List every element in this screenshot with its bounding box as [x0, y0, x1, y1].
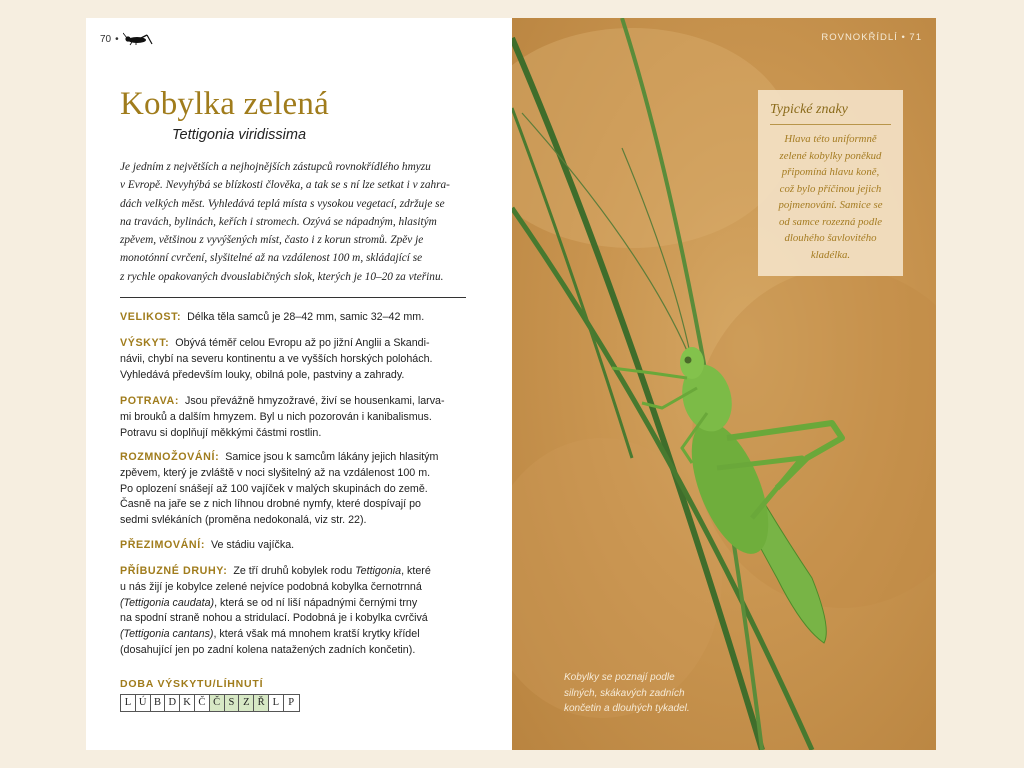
month-cell: K [180, 695, 195, 711]
pribuzne-text: , která však má mnohem kratší krytky křídel [213, 628, 420, 641]
month-cell: L [269, 695, 284, 711]
month-cell: Ú [136, 695, 151, 711]
sidebox-line: kladélka. [810, 248, 851, 261]
right-page-header: ROVNOKŘÍDLÍ • 71 [821, 32, 922, 43]
month-cell: S [225, 695, 240, 711]
rozmnozovani-text: sedmi svlékáních (proměna nedokonalá, viz str. 22). [120, 514, 367, 527]
intro-paragraph [120, 158, 466, 286]
caption-line: Kobylky se poznají podle [564, 672, 675, 683]
intro-line: v Evropě. Nevyhýbá se blízkosti člověka, a tak se s ní lze setkat i v zahra- [120, 179, 450, 192]
potrava-label: POTRAVA: [120, 395, 180, 407]
section-vyskyt [120, 336, 480, 383]
rozmnozovani-text: zpěvem, který je zvláště v noci slyšitelný až na vzdálenost 100 m. [120, 466, 431, 479]
sidebox-text [770, 131, 891, 263]
pribuzne-text: , která se od ní liší nápadnými černými trny [214, 596, 418, 609]
vyskyt-label: VÝSKYT: [120, 337, 170, 349]
section-potrava [120, 394, 480, 441]
sidebox-line: zelené kobylky poněkud [779, 149, 882, 162]
month-cell: Ř [254, 695, 269, 711]
pribuzne-text: (dosahující jen po zadní kolena natažených zadních končetin). [120, 643, 416, 656]
rozmnozovani-text: Časně na jaře se z nich líhnou drobné nymfy, které dospívají po [120, 498, 422, 511]
section-velikost [120, 310, 480, 326]
intro-line: zpěvem, většinou z vyvýšených míst, často i z korun stromů. Zpěv je [120, 234, 424, 247]
month-cell: B [151, 695, 166, 711]
intro-line: Je jedním z největších a nejhojnějších zástupců rovnokřídlého hmyzu [120, 161, 431, 173]
sidebox-line: Hlava této uniformně [784, 133, 877, 145]
left-page-number [100, 32, 153, 46]
pribuzne-genus: Tettigonia [355, 565, 402, 577]
intro-line: monotónní cvrčení, slyšitelné až na vzdálenost 100 m, skládající se [120, 252, 423, 265]
sidebox-line: což bylo příčinou jejich [779, 182, 882, 195]
pribuzne-text: na spodní straně nohou a stridulací. Podobná je i kobylka cvrčivá [120, 612, 428, 625]
caption-line: silných, skákavých zadních [564, 687, 685, 699]
rozmnozovani-text: Po oplození snášejí až 100 vajíček v malých skupinách do země. [120, 482, 428, 495]
section-prezimovani [120, 538, 480, 554]
sidebox-line: dlouhého šavlovitého [784, 232, 877, 244]
potrava-text: Potravu si doplňují měkkými částmi rostlin. [120, 426, 322, 439]
month-cell: L [121, 695, 136, 711]
caption-line: končetin a dlouhých tykadel. [564, 703, 690, 714]
prezimovani-text: Ve stádiu vajíčka. [210, 539, 295, 551]
pribuzne-label: PŘÍBUZNÉ DRUHY: [120, 565, 228, 577]
occurrence-months [120, 694, 300, 712]
vyskyt-text: Obývá téměř celou Evropu až po jižní Anglii a Skandi- [175, 337, 430, 349]
month-cell: D [165, 695, 180, 711]
prezimovani-label: PŘEZIMOVÁNÍ: [120, 539, 205, 551]
section-pribuzne-druhy [120, 564, 480, 659]
sidebox-title: Typické znaky [770, 102, 891, 125]
vyskyt-text: návii, chybí na severu kontinentu a ve vyšších horských polohách. [120, 352, 433, 365]
section-rozmnozovani [120, 450, 480, 529]
page-number-text: 70 [100, 33, 112, 45]
pribuzne-text: Ze tří druhů kobylek rodu [233, 565, 356, 577]
left-page [86, 18, 512, 750]
month-cell: P [284, 695, 299, 711]
intro-line: z rychle opakovaných dvouslabičných slok, kterých je 10–20 za vteřinu. [120, 270, 444, 283]
pribuzne-text: u nás žijí je kobylce zelené nejvíce podobná kobylka černotrnná [120, 580, 422, 593]
month-cell: Z [239, 695, 254, 711]
rozmnozovani-label: ROZMNOŽOVÁNÍ: [120, 451, 220, 463]
pribuzne-species: (Tettigonia caudata) [120, 596, 215, 609]
intro-line: na travách, bylinách, keřích i stromech. Ozývá se nápadným, hlasitým [120, 215, 437, 228]
pribuzne-text: , které [401, 565, 431, 577]
occurrence-heading: DOBA VÝSKYTU/LÍHNUTÍ [120, 678, 264, 690]
photo-caption [564, 670, 690, 717]
vyskyt-text: Vyhledává především louky, obilná pole, pastviny a zahrady. [120, 368, 405, 381]
sidebox-line: připomíná hlavu koně, [781, 166, 880, 178]
rozmnozovani-text: Samice jsou k samcům lákány jejich hlasitým [225, 451, 439, 463]
sidebox-line: pojmenování. Samice se [778, 199, 883, 211]
sidebox-line: od samce rozezná podle [778, 215, 883, 228]
month-cell: Č [210, 695, 225, 711]
potrava-text: mi brouků a dalším hmyzem. Byl u nich pozorován i kanibalismus. [120, 410, 432, 423]
latin-name: Tettigonia viridissima [172, 127, 307, 143]
potrava-text: Jsou převážně hmyzožravé, živí se housenkami, larva- [184, 395, 445, 407]
grasshopper-icon [123, 32, 153, 46]
month-cell: Č [195, 695, 210, 711]
page-separator: • [115, 33, 119, 45]
velikost-label: VELIKOST: [120, 311, 182, 323]
right-page-photo [512, 18, 936, 750]
pribuzne-species: (Tettigonia cantans) [120, 628, 214, 641]
species-title: Kobylka zelená [120, 86, 329, 122]
section-divider [120, 297, 466, 298]
typical-features-box [758, 90, 903, 276]
intro-line: dách velkých měst. Vyhledává teplá místa s vysokou vegetací, zdržuje se [120, 197, 445, 210]
velikost-text: Délka těla samců je 28–42 mm, samic 32–42 mm. [187, 311, 425, 323]
